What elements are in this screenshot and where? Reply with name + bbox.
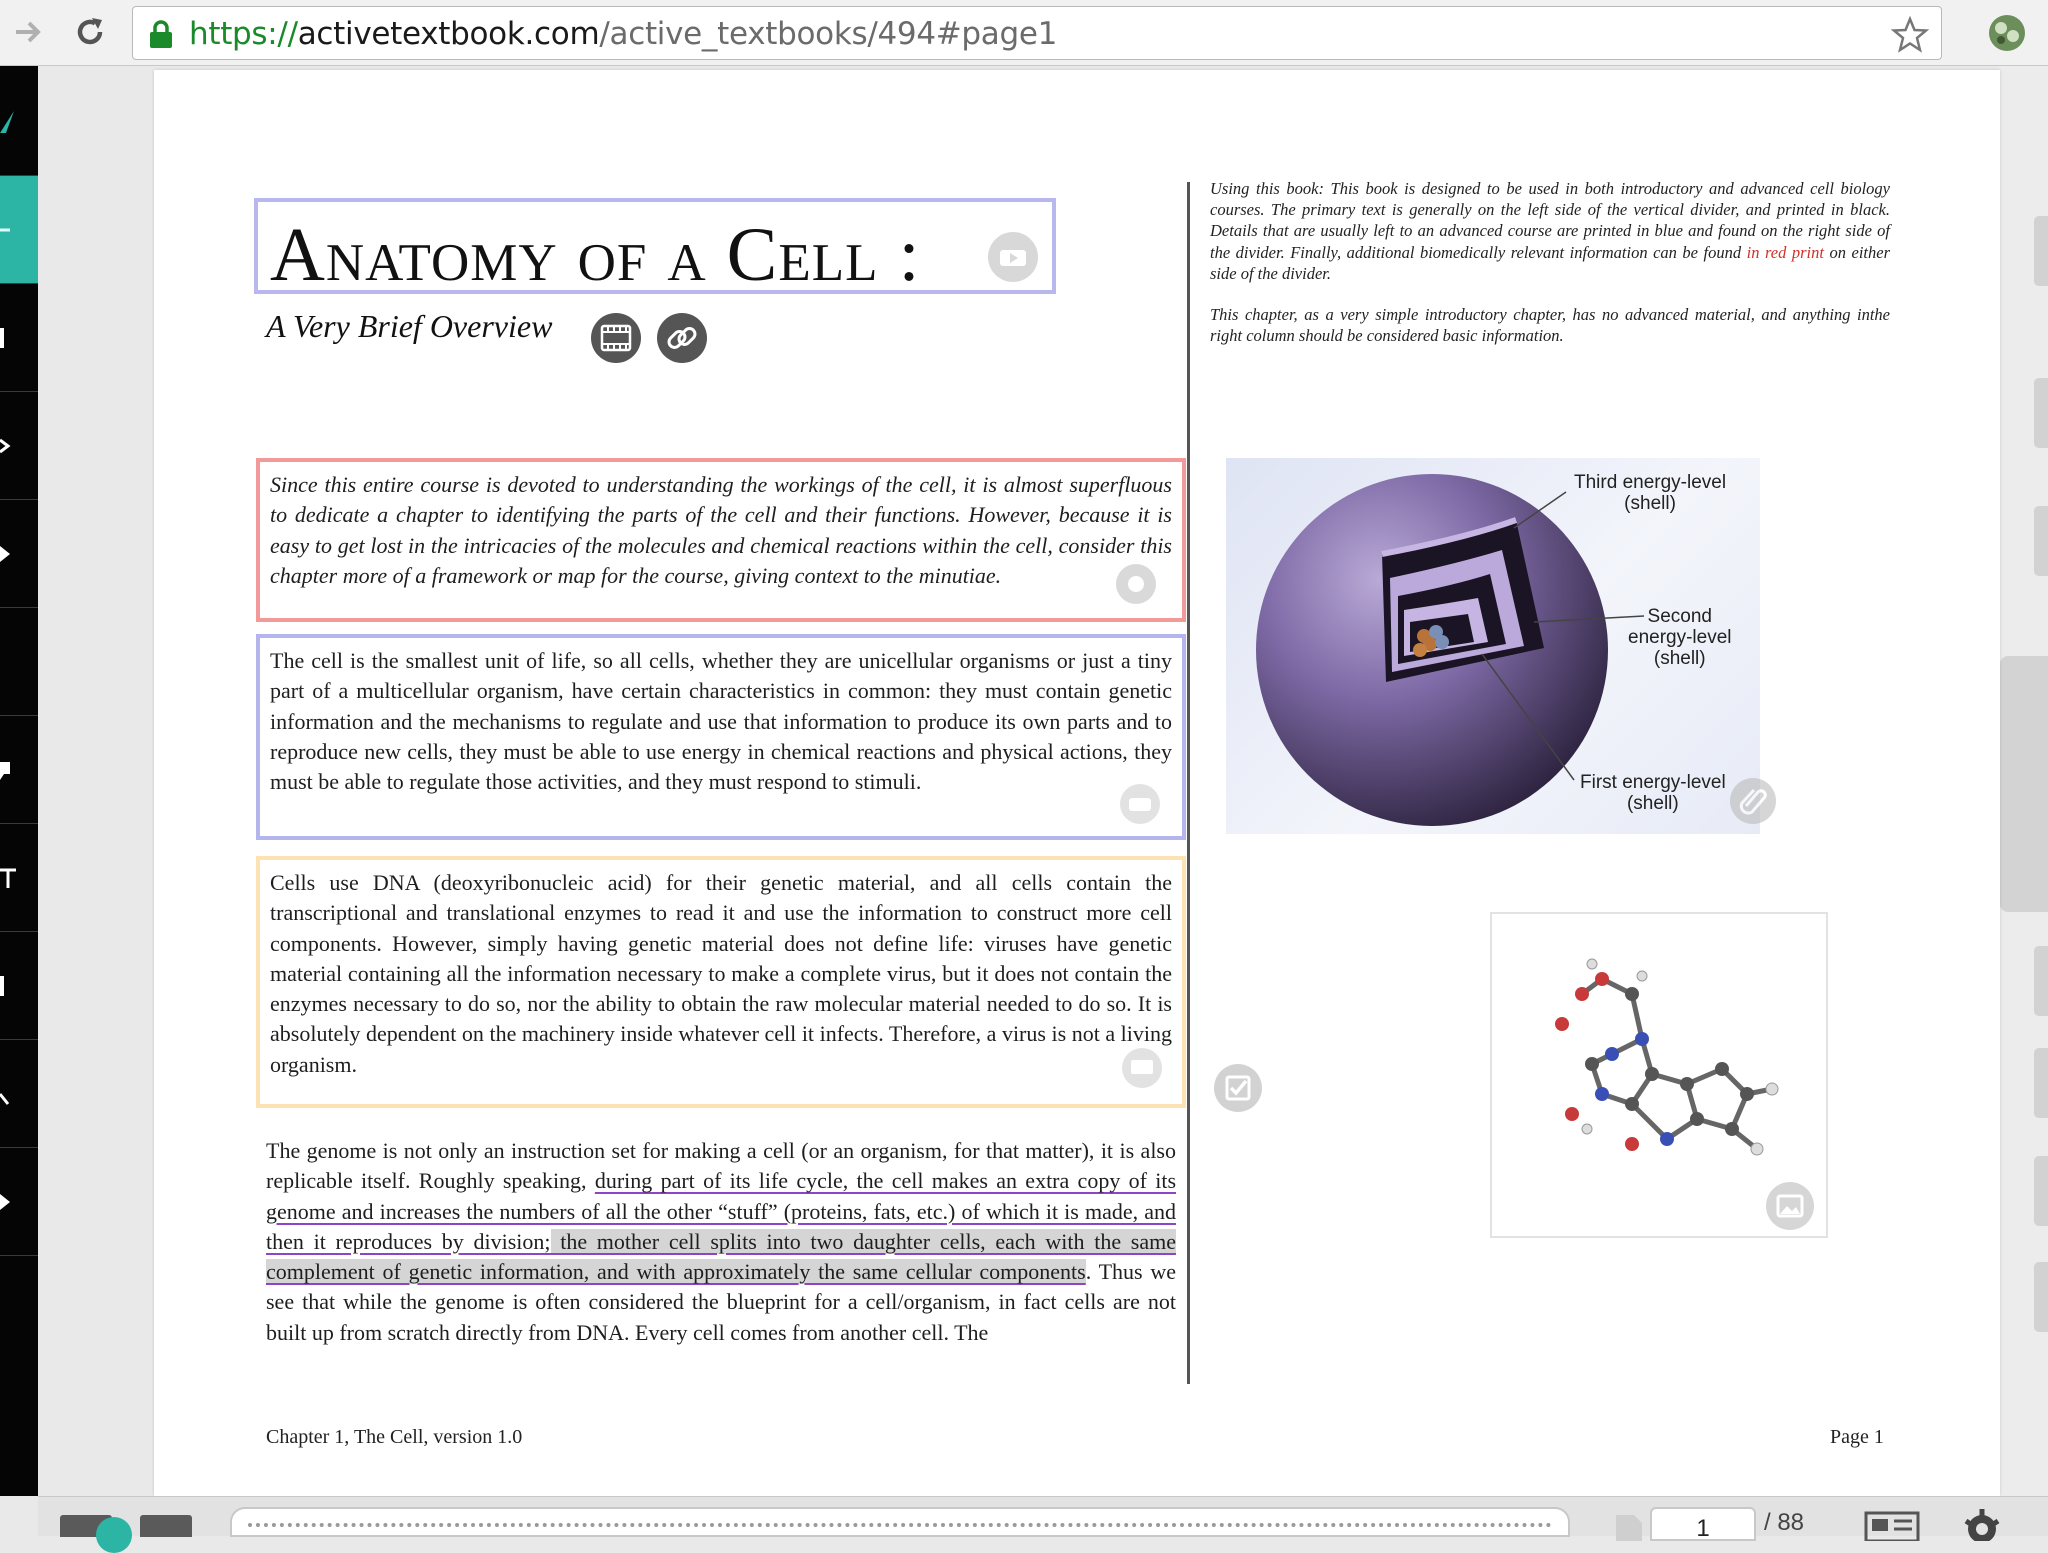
checkbox-icon[interactable] — [1212, 1062, 1264, 1114]
right-rail-tab[interactable] — [2034, 1262, 2048, 1332]
rail-item-blank[interactable] — [0, 608, 38, 716]
page-total-label: / 88 — [1764, 1509, 1805, 1536]
bookmark-star-icon[interactable] — [1891, 16, 1929, 54]
search-icon — [0, 1080, 18, 1108]
home-icon — [0, 216, 18, 244]
page-title: Anatomy of a Cell : — [270, 213, 921, 297]
image-icon[interactable] — [1764, 1180, 1816, 1232]
title-box — [254, 198, 1056, 297]
play-icon — [0, 540, 18, 568]
film-icon[interactable] — [590, 312, 642, 364]
second-shell-label: Second energy-level (shell) — [1628, 606, 1732, 669]
video-icon[interactable] — [986, 230, 1040, 284]
comment-icon — [0, 756, 18, 784]
genome-text-end: . Thus we see that while the genome is often considered the blueprint for a cell/organism, in fact cells are not built up from scratch directly from DNA. Every cell comes from another cell. The — [266, 1259, 1176, 1345]
browser-toolbar — [0, 0, 2048, 66]
reload-button[interactable] — [68, 10, 112, 54]
genome-paragraph — [256, 1136, 1186, 1348]
dna-paragraph-box — [256, 856, 1186, 1108]
rail-item-bookmark[interactable] — [0, 284, 38, 392]
document-icon[interactable] — [1610, 1511, 1650, 1541]
page-progress-slider[interactable] — [230, 1507, 1570, 1537]
right-rail-tab[interactable] — [2034, 1156, 2048, 1226]
address-bar[interactable] — [132, 6, 1942, 60]
right-rail-tab[interactable] — [2034, 1048, 2048, 1118]
page-footer-number: Page 1 — [1830, 1426, 1884, 1448]
column-divider — [1187, 182, 1190, 1384]
rail-item-search[interactable] — [0, 1040, 38, 1148]
url-path: /active_textbooks/494#page1 — [599, 16, 1058, 52]
page-footer-chapter: Chapter 1, The Cell, version 1.0 — [266, 1426, 523, 1448]
side-note-chapter: This chapter, as a very simple introductory chapter, has no advanced material, and anything inthe right column should be considered basic information. — [1210, 305, 1890, 346]
rail-item-next[interactable] — [0, 500, 38, 608]
viewer-bottom-bar — [38, 1496, 2048, 1542]
rail-item-undo[interactable] — [0, 392, 38, 500]
url-text — [189, 16, 1057, 52]
genome-text-start: The genome is not only an instruction set for making a cell (or an organism, for that matter), it is also replicable itself. Roughly speaking, — [266, 1138, 1176, 1194]
logo-icon — [0, 107, 18, 135]
arrow-right-icon — [12, 16, 44, 48]
cell-definition-paragraph: The cell is the smallest unit of life, so all cells, whether they are unicellular organisms or just a tiny part of a multicellular organism, have certain characteristics in common: they must contain genetic information and the mechanisms to regulate and use that information to produce its own parts and to reproduce new cells, they must be able to use energy in chemical reactions and physical actions, they must be able to regulate those activities, and they must respond to stimuli. — [270, 648, 1172, 795]
paperclip-icon[interactable] — [1728, 776, 1778, 826]
third-shell-label: Third energy-level (shell) — [1574, 472, 1727, 514]
page-number-input[interactable]: 1 — [1650, 1507, 1756, 1541]
highlighter-icon — [0, 972, 18, 1000]
highlighted-annotation[interactable]: the mother cell splits into two daughter cells, each with the same complement of genetic information, and with approximately the same cellular components — [266, 1228, 1177, 1285]
side-note-usage-end: on either side of the divider. — [1210, 242, 1890, 283]
bookmark-icon — [0, 324, 18, 352]
right-rail-tab[interactable] — [2034, 946, 2048, 1016]
layout-icon[interactable] — [1864, 1511, 1920, 1541]
intro-paragraph: Since this entire course is devoted to understanding the workings of the cell, it is almost superfluous to dedicate a chapter to identifying the parts of the cell and their functions. However, because it is easy to get lost in the intricacies of the molecules and chemical reactions within the cell, consider this chapter more of a framework or map for the course, giving context to the minutiae. — [270, 472, 1172, 588]
page-subtitle: A Very Brief Overview — [266, 308, 553, 344]
lock-icon — [147, 19, 175, 49]
gear-icon[interactable] — [1114, 562, 1158, 606]
undo-icon — [0, 432, 18, 460]
forward-button[interactable] — [6, 10, 50, 54]
rail-item-highlight[interactable] — [0, 932, 38, 1040]
right-rail-tab[interactable] — [2034, 378, 2048, 448]
progress-ticks — [248, 1523, 1552, 1527]
right-rail-tab[interactable] — [2034, 216, 2048, 286]
link-icon[interactable] — [656, 312, 708, 364]
atom-shell-figure[interactable] — [1226, 458, 1760, 834]
red-print-text: in red print — [1746, 242, 1824, 262]
video-icon[interactable] — [1118, 782, 1162, 826]
rail-item-home[interactable] — [0, 176, 38, 284]
right-rail-panel-handle[interactable] — [2000, 656, 2048, 912]
intro-paragraph-box — [256, 458, 1186, 622]
rail-logo[interactable] — [0, 66, 38, 176]
right-rail-tab[interactable] — [2034, 506, 2048, 576]
rail-item-comment[interactable] — [0, 716, 38, 824]
progress-handle[interactable] — [96, 1517, 132, 1553]
side-note-usage — [1210, 178, 1890, 284]
rail-item-forward[interactable] — [0, 1148, 38, 1256]
url-host: activetextbook.com — [297, 16, 600, 52]
side-note-usage-text: Using this book: This book is designed to be used in both introductory and advanced cell biology courses. The primary text is generally on the left side of the vertical divider, and printed in black. Details that are usually left to an advanced course are printed in blue and found on the right side of the divider. Finally, additional biomedically relevant information can be found — [1210, 179, 1890, 262]
underlined-annotation[interactable]: during part of its life cycle, the cell makes an extra copy of its genome and increases the numbers of all the other “stuff” (proteins, fats, etc.) of which it is made, and then it reproduces by division; — [266, 1168, 1177, 1254]
comment-icon[interactable] — [1120, 1046, 1164, 1090]
first-shell-label: First energy-level (shell) — [1580, 772, 1726, 814]
rail-item-text[interactable] — [0, 824, 38, 932]
text-tool-icon — [0, 864, 18, 892]
cell-definition-box — [256, 634, 1186, 840]
right-tool-rail — [2000, 66, 2048, 1496]
reload-icon — [73, 15, 107, 49]
dna-paragraph: Cells use DNA (deoxyribonucleic acid) for their genetic material, and all cells contain the transcriptional and translational enzymes to read it and use the information to construct more cell components. However, simply having genetic material does not define life: viruses have genetic material containing all the information necessary to make a complete virus, but it does not contain the enzymes necessary to do so, nor the ability to obtain the raw molecular material needed to do so. It is absolutely dependent on the machinery inside whatever cell it infects. Therefore, a virus is not a living organism. — [270, 870, 1172, 1077]
play-icon — [0, 1188, 18, 1216]
url-scheme: https:// — [189, 16, 298, 52]
extension-icon[interactable] — [1986, 12, 2028, 54]
left-tool-rail — [0, 66, 38, 1496]
side-note — [1210, 178, 1890, 366]
upload-button[interactable] — [140, 1515, 192, 1537]
